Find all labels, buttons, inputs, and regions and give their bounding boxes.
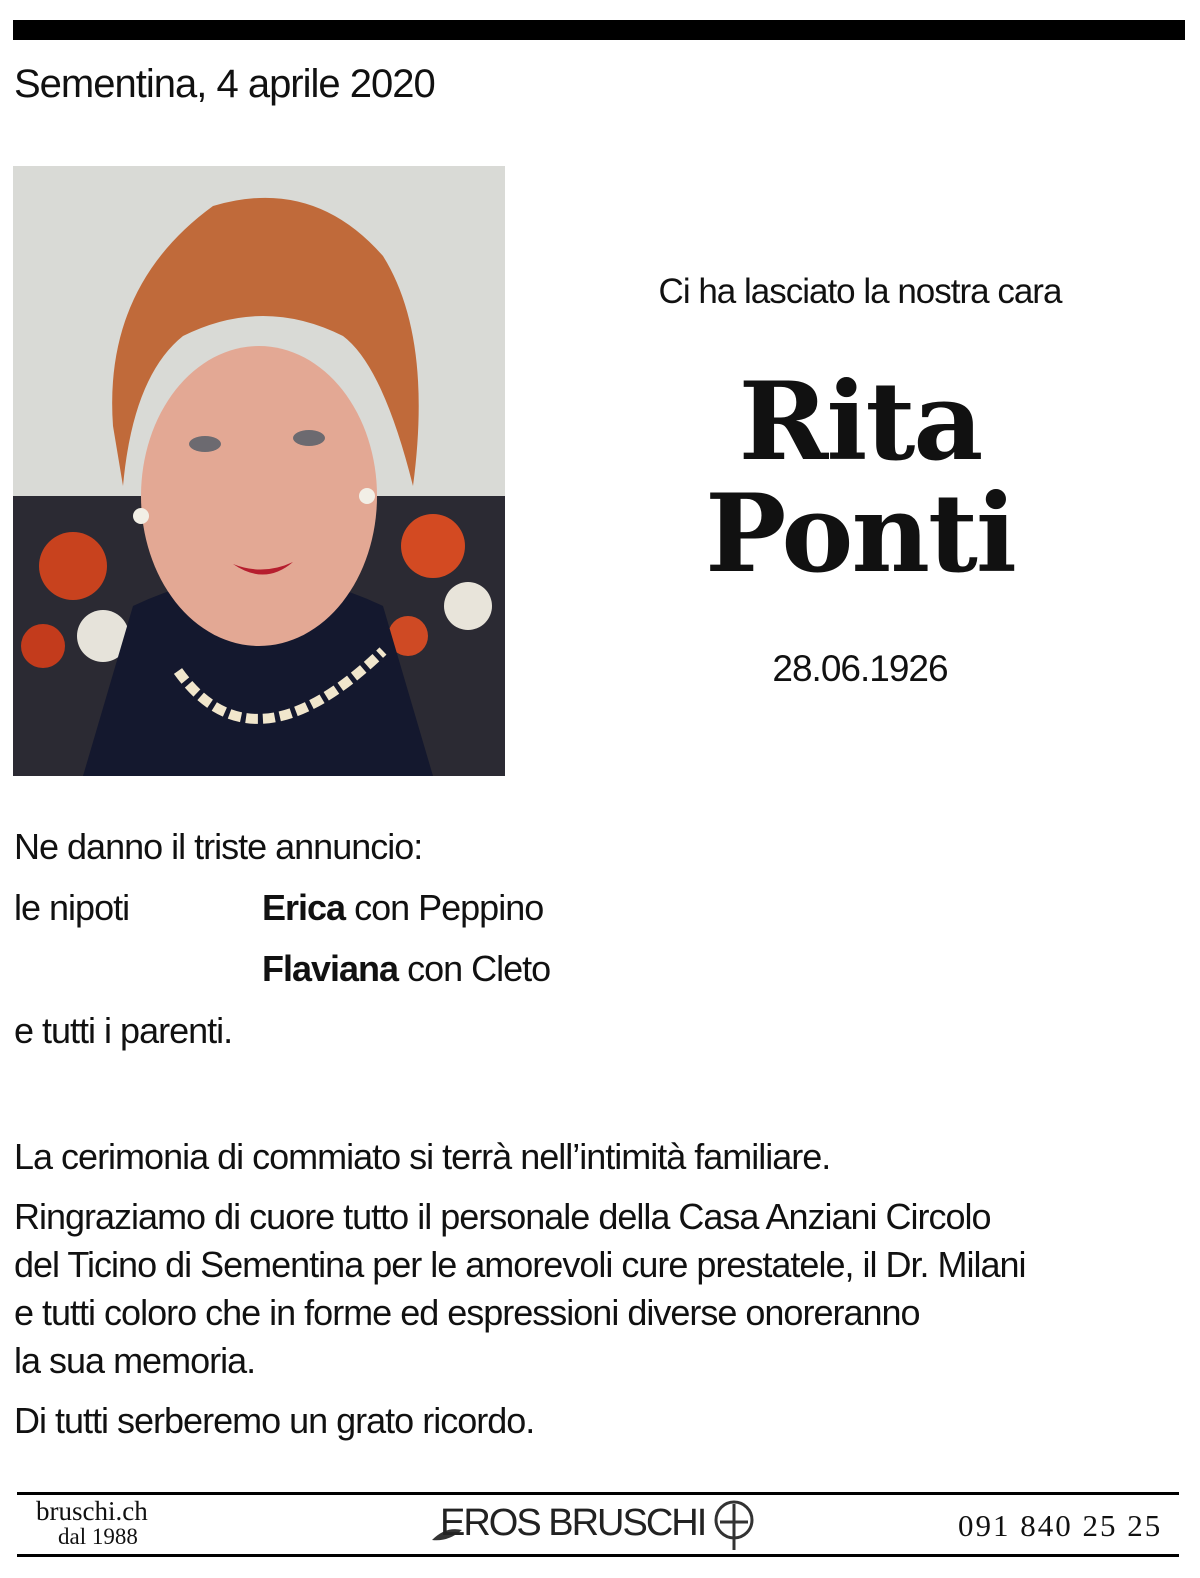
footer-phone: 091 840 25 25 — [958, 1508, 1163, 1543]
thanks-line: Ringraziamo di cuore tutto il personale della Casa Anziani Circolo — [14, 1196, 991, 1237]
deceased-last-name: Ponti — [705, 471, 1015, 597]
place-date: Sementina, 4 aprile 2020 — [14, 62, 435, 106]
portrait-photo — [13, 166, 505, 776]
intro-text: Ci ha lasciato la nostra cara — [658, 272, 1062, 311]
relative-partner: con Cleto — [398, 948, 551, 989]
relative-name: Erica — [262, 887, 346, 928]
deceased-first-name: Rita — [738, 359, 982, 485]
relative-entry — [262, 948, 550, 990]
ceremony-text: La cerimonia di commiato si terrà nell’intimità familiare. — [14, 1136, 831, 1177]
closing-remembrance: Di tutti serberemo un grato ricordo. — [14, 1400, 535, 1441]
footer-rule-bottom — [17, 1554, 1179, 1557]
footer-brand: EROS BRUSCHI — [440, 1502, 706, 1544]
footer-rule-top — [17, 1492, 1179, 1495]
relative-name: Flaviana — [262, 948, 399, 989]
relative-partner: con Peppino — [345, 887, 544, 928]
relatives-label: le nipoti — [14, 887, 130, 928]
top-rule — [13, 20, 1185, 40]
thanks-line: del Ticino di Sementina per le amorevoli cure prestatele, il Dr. Milani — [14, 1244, 1026, 1285]
birth-date: 28.06.1926 — [772, 648, 948, 689]
relative-entry — [262, 887, 543, 929]
announcement-lead: Ne danno il triste annuncio: — [14, 826, 423, 867]
relatives-closing: e tutti i parenti. — [14, 1010, 233, 1051]
thanks-line: e tutti coloro che in forme ed espressioni diverse onoreranno — [14, 1292, 920, 1333]
footer-website: bruschi.ch — [36, 1496, 148, 1526]
thanks-line: la sua memoria. — [14, 1340, 256, 1381]
footer-since: dal 1988 — [58, 1524, 138, 1549]
